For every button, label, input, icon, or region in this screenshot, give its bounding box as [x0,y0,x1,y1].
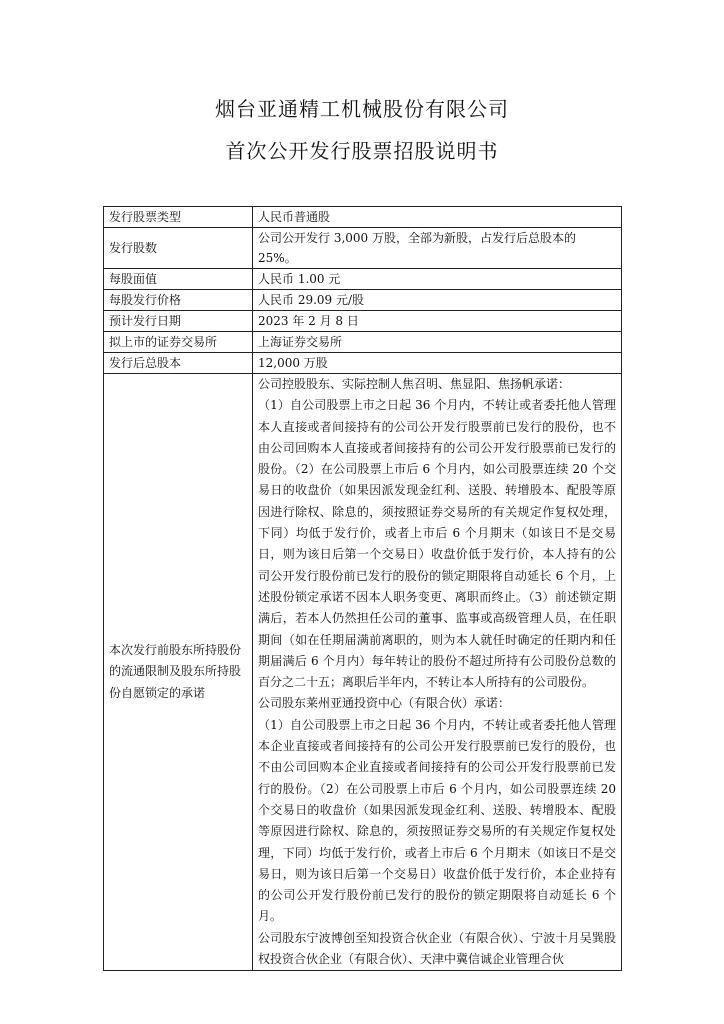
row-label: 发行股票类型 [104,207,253,228]
row-value: 人民币 1.00 元 [253,269,622,290]
company-title: 烟台亚通精工机械股份有限公司 [215,97,509,121]
lockup-row [104,374,622,971]
table-row [104,207,622,228]
row-value: 人民币普通股 [253,207,622,228]
commitment-heading-controlling: 公司控股股东、实际控制人焦召明、焦显阳、焦扬帆承诺： [258,377,571,391]
table-row [104,228,622,269]
document-subtitle: 首次公开发行股票招股说明书 [225,139,499,163]
commitment-text-controlling: （1）自公司股票上市之日起 36 个月内，不转让或者委托他人管理本人直接或者间接持有的公司公开发行股票前已发行的股份，也不由公司回购本人直接或者间接持有的公司公开发行股票前已发行的股份。（2）在公司股票上市后 6 个月内，如公司股票连续 20 个交易日的收盘价（如果因派发现金红利、送股、转增股本、配股等原因进行除权、除息的，须按照证券交易所的有关规定作复权处理，下同）均低于发行价，或者上市后 6 个月期末（如该日不是交易日，则为该日后第一个交易日）收盘价低于发行价，本人持有的公司公开发行股份前已发行的股份的锁定期限将自动延长 6 个月，上述股份锁定承诺不因本人职务变更、离职而终止。（3）前述锁定期满后，若本人仍然担任公司的董事、监事或高级管理人员，在任职期间（如在任期届满前离职的，则为本人就任时确定的任期内和任期届满后 6 个月内）每年转让的股份不超过所持有公司股份总数的百分之二十五；离职后半年内，不转让本人所持有的公司股份。 [258,398,616,690]
table-row [104,332,622,353]
commitment-text-laizhou: （1）自公司股票上市之日起 36 个月内，不转让或者委托他人管理本企业直接或者间接持有的公司公开发行股票前已发行的股份，也不由公司回购本企业直接或者间接持有的公司公开发行股票前已发行的股份。（2）在公司股票上市后 6 个月内，如公司股票连续 20 个交易日的收盘价（如果因派发现金红利、送股、转增股本、配股等原因进行除权、除息的，须按照证券交易所的有关规定作复权处理，下同）均低于发行价，或者上市后 6 个月期末（如该日不是交易日，则为该日后第一个交易日）收盘价低于发行价，本企业持有的公司公开发行股份前已发行的股份的锁定期限将自动延长 6 个月。 [258,717,616,924]
row-label: 拟上市的证券交易所 [104,332,253,353]
row-value: 12,000 万股 [253,353,622,374]
row-label: 发行股数 [104,228,253,269]
table-row [104,311,622,332]
table-row [104,269,622,290]
row-value: 公司公开发行 3,000 万股，全部为新股，占发行后总股本的 25%。 [253,228,622,269]
lockup-label: 本次发行前股东所持股份的流通限制及股东所持股份自愿锁定的承诺 [104,374,253,971]
row-value: 上海证券交易所 [253,332,622,353]
table-row [104,290,622,311]
row-label: 每股发行价格 [104,290,253,311]
row-value: 2023 年 2 月 8 日 [253,311,622,332]
commitment-heading-laizhou: 公司股东莱州亚通投资中心（有限合伙）承诺： [258,696,511,711]
lockup-commitments [253,374,622,971]
commitment-heading-other: 公司股东宁波博创至知投资合伙企业（有限合伙）、宁波十月吴巽股权投资合伙企业（有限合伙）、天津中冀信诚企业管理合伙 [258,930,616,967]
row-value: 人民币 29.09 元/股 [253,290,622,311]
row-label: 预计发行日期 [104,311,253,332]
offering-info-table [103,206,622,971]
row-label: 每股面值 [104,269,253,290]
row-label: 发行后总股本 [104,353,253,374]
table-row [104,353,622,374]
